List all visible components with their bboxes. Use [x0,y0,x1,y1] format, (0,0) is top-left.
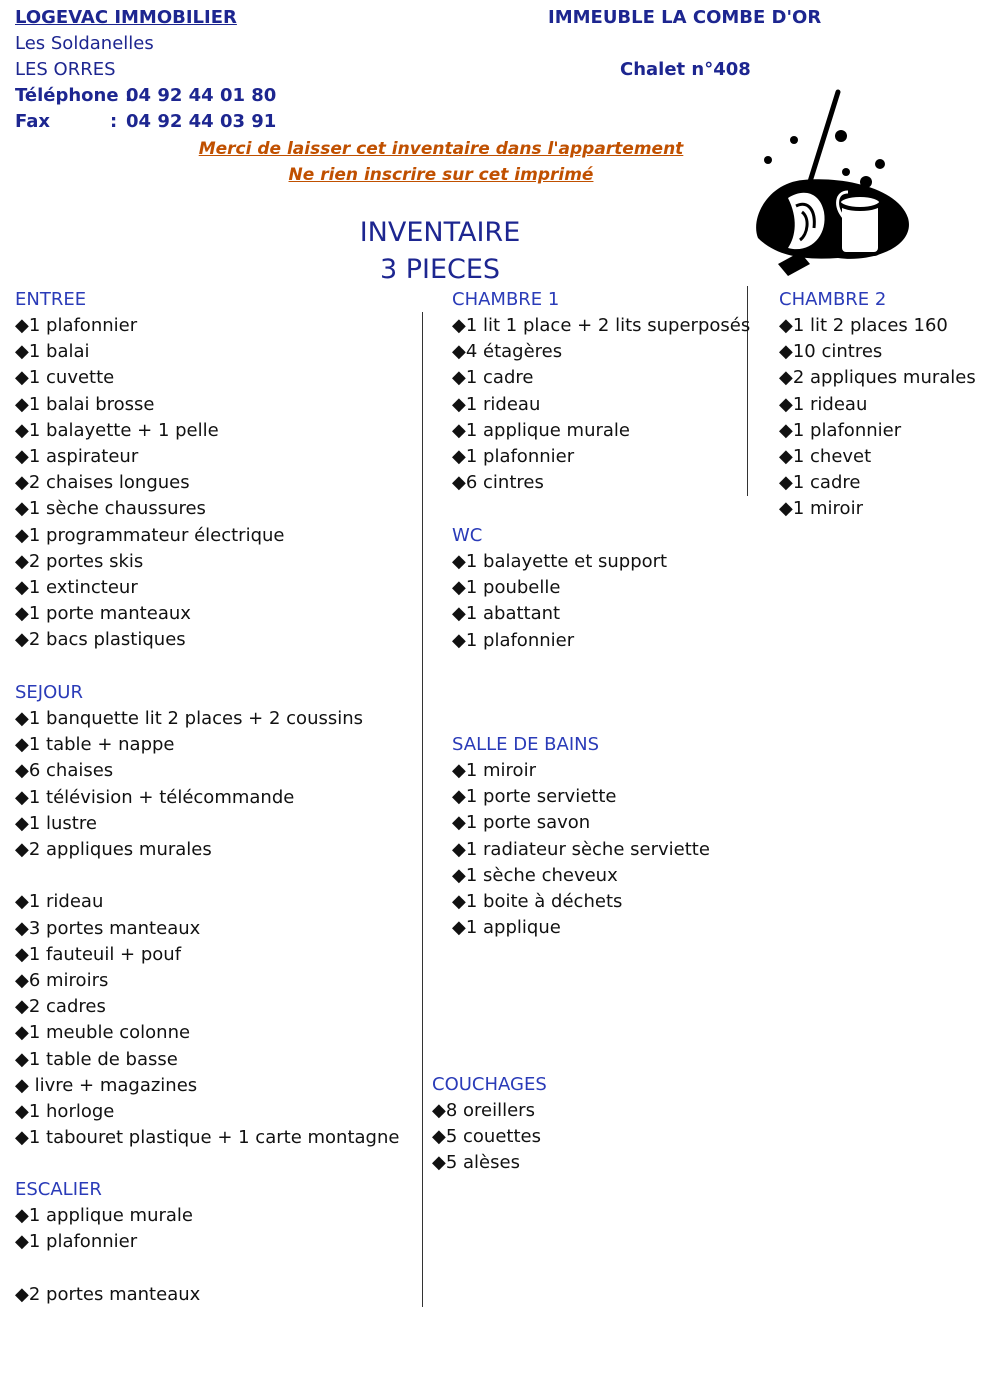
section-title: CHAMBRE 2 [779,289,887,310]
list-item: ◆1 sèche cheveux [452,864,618,886]
notice-keep-inventory: Merci de laisser cet inventaire dans l'appartement [198,139,684,159]
list-item: ◆1 boite à déchets [452,891,623,913]
list-item: ◆4 étagères [452,341,563,363]
list-item: ◆1 cuvette [15,367,115,389]
list-item: ◆1 cadre [779,472,861,494]
section-title: COUCHAGES [432,1074,547,1095]
list-item: ◆1 rideau [452,393,541,415]
list-item: ◆1 lit 2 places 160 [779,315,948,336]
list-item: ◆1 table de basse [15,1048,178,1070]
list-item: ◆1 plafonnier [779,419,902,441]
section-title: SALLE DE BAINS [452,734,600,755]
list-item: ◆1 tabouret plastique + 1 carte montagne [15,1127,400,1149]
fax-number: 04 92 44 03 91 [126,111,277,132]
section-title: CHAMBRE 1 [452,289,560,310]
section-chambre-2 [779,287,976,523]
section-title: ENTREE [15,289,87,310]
list-item: ◆1 aspirateur [15,446,139,468]
page-title: INVENTAIRE [359,217,521,248]
list-item: ◆1 chevet [779,446,872,468]
chalet-number: Chalet n°408 [620,59,751,80]
list-item: ◆2 bacs plastiques [15,629,186,651]
list-spacer [15,1255,200,1281]
list-item: ◆2 appliques murales [15,839,212,861]
list-item: ◆1 lit 1 place + 2 lits superposés [452,315,751,336]
list-item: ◆1 porte serviette [452,786,617,808]
list-spacer [15,863,399,889]
list-item: ◆1 balayette et support [452,551,668,572]
section-salle-de-bains [452,732,710,941]
list-item: ◆1 rideau [779,393,868,415]
list-item: ◆ livre + magazines [15,1074,198,1096]
notice-do-not-write: Ne rien inscrire sur cet imprimé [288,165,594,185]
section-couchages [432,1072,547,1177]
list-item: ◆2 appliques murales [779,367,976,389]
list-item: ◆1 poubelle [452,577,561,599]
list-item: ◆1 applique [452,917,561,939]
list-item: ◆1 abattant [452,603,561,625]
section-entree [15,287,285,654]
fax-separator: : [110,111,118,132]
column-divider-left [422,312,423,1307]
list-item: ◆1 miroir [452,760,536,781]
list-item: ◆2 portes manteaux [15,1283,201,1305]
list-item: ◆2 chaises longues [15,472,190,494]
list-item: ◆1 balayette + 1 pelle [15,419,219,441]
list-item: ◆1 plafonnier [15,1231,138,1253]
list-item: ◆1 applique murale [15,1205,193,1226]
agency-address-1: Les Soldanelles [15,33,154,54]
list-item: ◆1 porte savon [452,812,591,834]
list-item: ◆1 plafonnier [452,446,575,468]
section-chambre-1 [452,287,750,496]
fax-label: Fax [15,111,50,132]
list-item: ◆1 balai [15,341,90,363]
list-item: ◆1 sèche chaussures [15,498,206,520]
list-item: ◆10 cintres [779,341,883,363]
section-sejour [15,680,399,1151]
list-item: ◆8 oreillers [432,1100,535,1121]
section-title: ESCALIER [15,1179,102,1200]
list-item: ◆1 télévision + télécommande [15,786,295,808]
agency-address-2: LES ORRES [15,59,116,80]
section-wc [452,523,667,654]
list-item: ◆5 couettes [432,1126,541,1148]
list-item: ◆1 rideau [15,891,104,913]
building-name: IMMEUBLE LA COMBE D'OR [548,7,822,28]
list-item: ◆1 porte manteaux [15,603,191,625]
page-subtitle: 3 PIECES [379,254,501,285]
list-item: ◆1 meuble colonne [15,1022,191,1044]
list-item: ◆3 portes manteaux [15,917,201,939]
list-item: ◆1 applique murale [452,419,630,441]
mop-bucket-icon [748,88,913,280]
list-item: ◆1 plafonnier [15,315,138,336]
list-item: ◆1 fauteuil + pouf [15,943,182,965]
list-item: ◆1 miroir [779,498,863,520]
list-item: ◆2 portes skis [15,550,144,572]
phone-number: 04 92 44 01 80 [126,85,277,106]
list-item: ◆1 radiateur sèche serviette [452,838,710,860]
list-item: ◆1 balai brosse [15,393,155,415]
list-item: ◆6 chaises [15,760,114,782]
list-item: ◆1 banquette lit 2 places + 2 coussins [15,708,364,729]
agency-name: LOGEVAC IMMOBILIER [15,7,237,28]
list-item: ◆1 lustre [15,812,97,834]
list-item: ◆1 horloge [15,1101,115,1123]
section-escalier [15,1177,200,1308]
list-item: ◆1 table + nappe [15,734,175,756]
list-item: ◆1 extincteur [15,577,138,599]
list-item: ◆6 miroirs [15,970,109,992]
list-item: ◆6 cintres [452,472,544,494]
section-title: WC [452,525,483,546]
list-item: ◆1 cadre [452,367,534,389]
phone-label: Téléphone : [15,85,133,106]
list-item: ◆2 cadres [15,996,106,1018]
section-title: SEJOUR [15,682,83,703]
list-item: ◆5 alèses [432,1152,520,1174]
list-item: ◆1 plafonnier [452,629,575,651]
list-item: ◆1 programmateur électrique [15,524,285,546]
